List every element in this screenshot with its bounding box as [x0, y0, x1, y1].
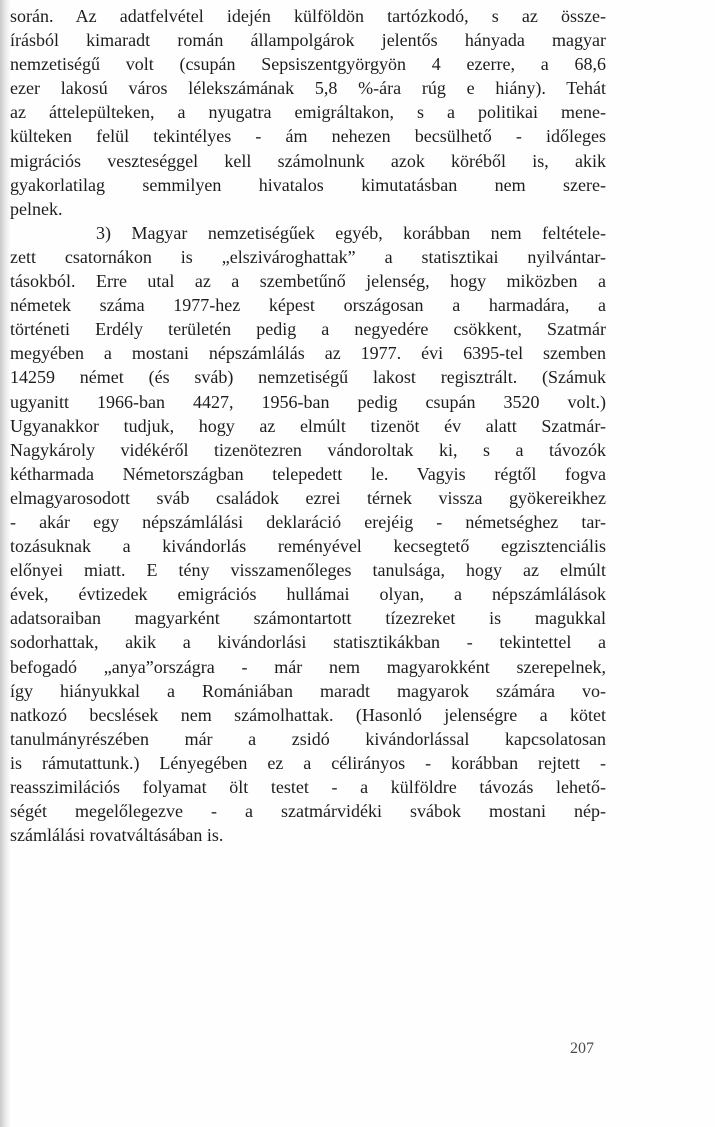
text-line: adatsoraiban magyarként számontartott tízezreket is magukkal: [10, 608, 606, 629]
text-line: kétharmada Németországban telepedett le. Vagyis régtől fogva: [10, 463, 606, 484]
text-line: gyakorlatilag semmilyen hivatalos kimutatásban nem szere-: [10, 174, 606, 195]
text-line: ségét megelőlegezve - a szatmárvidéki svábok mostani nép-: [10, 801, 606, 822]
text-line: Nagykároly vidékéről tizenötezren vándoroltak ki, s a távozók: [10, 439, 606, 460]
text-line: történeti Erdély területén pedig a negyedére csökkent, Szatmár: [10, 319, 606, 340]
text-line: számlálási rovatváltásában is.: [10, 825, 224, 846]
text-line: pelnek.: [10, 198, 63, 219]
text-line: az áttelepülteken, a nyugatra emigráltakon, s a politikai mene-: [10, 102, 606, 123]
text-line: előnyei miatt. E tény visszamenőleges tanulsága, hogy az elmúlt: [10, 560, 606, 581]
text-line: Ugyanakkor tudjuk, hogy az elmúlt tizenöt év alatt Szatmár-: [10, 415, 606, 436]
text-line: natkozó becslések nem számolhattak. (Hasonló jelenségre a kötet: [10, 704, 606, 725]
text-line: sodorhattak, akik a kivándorlási statisztikákban - tekintettel a: [10, 632, 606, 653]
text-line: - akár egy népszámlálási deklaráció erejéig - németséghez tar-: [10, 511, 606, 532]
text-line: tásokból. Erre utal az a szembetűnő jelenség, hogy miközben a: [10, 271, 606, 292]
text-line: külteken felül tekintélyes - ám nehezen becsülhető - időleges: [10, 126, 606, 147]
text-line: migrációs veszteséggel kell számolnunk azok köréből is, akik: [10, 150, 606, 171]
text-line: befogadó „anya”országra - már nem magyarokként szerepelnek,: [10, 656, 606, 677]
text-line: évek, évtizedek emigrációs hullámai olyan, a népszámlálások: [10, 584, 606, 605]
text-line: zett csatornákon is „elszivároghattak” a statisztikai nyilvántar-: [10, 246, 606, 267]
text-line: tozásuknak a kivándorlás reményével kecsegtető egzisztenciális: [10, 536, 606, 557]
body-text: [10, 4, 606, 847]
text-line: során. Az adatfelvétel idején külföldön tartózkodó, s az össze-: [10, 6, 606, 26]
text-line: tanulmányrészében már a zsidó kivándorlással kapcsolatosan: [10, 728, 606, 749]
text-line: ezer lakosú város lélekszámának 5,8 %-ára rúg e hiány). Tehát: [10, 78, 606, 99]
text-line: is rámutattunk.) Lényegében ez a célirányos - korábban rejtett -: [10, 752, 606, 773]
text-line: németek száma 1977-hez képest országosan a harmadára, a: [10, 295, 606, 316]
text-line: 3) Magyar nemzetiségűek egyéb, korábban nem feltétele-: [96, 222, 606, 243]
text-line: megyében a mostani népszámlálás az 1977. évi 6395-tel szemben: [10, 343, 606, 364]
text-line: nemzetiségű volt (csupán Sepsiszentgyörgyön 4 ezerre, a 68,6: [10, 54, 606, 75]
text-line: reasszimilációs folyamat ölt testet - a külföldre távozás lehető-: [10, 777, 606, 797]
text-line: írásból kimaradt román állampolgárok jelentős hányada magyar: [10, 30, 606, 51]
page-binding-shadow: [0, 0, 10, 1127]
text-line: így hiányukkal a Romániában maradt magyarok számára vo-: [10, 680, 606, 701]
text-line: 14259 német (és sváb) nemzetiségű lakost regisztrált. (Számuk: [10, 367, 606, 388]
page-number: 207: [570, 1040, 594, 1057]
text-line: elmagyarosodott sváb családok ezrei térnek vissza gyökereikhez: [10, 487, 606, 508]
text-line: ugyanitt 1966-ban 4427, 1956-ban pedig csupán 3520 volt.): [10, 391, 606, 412]
